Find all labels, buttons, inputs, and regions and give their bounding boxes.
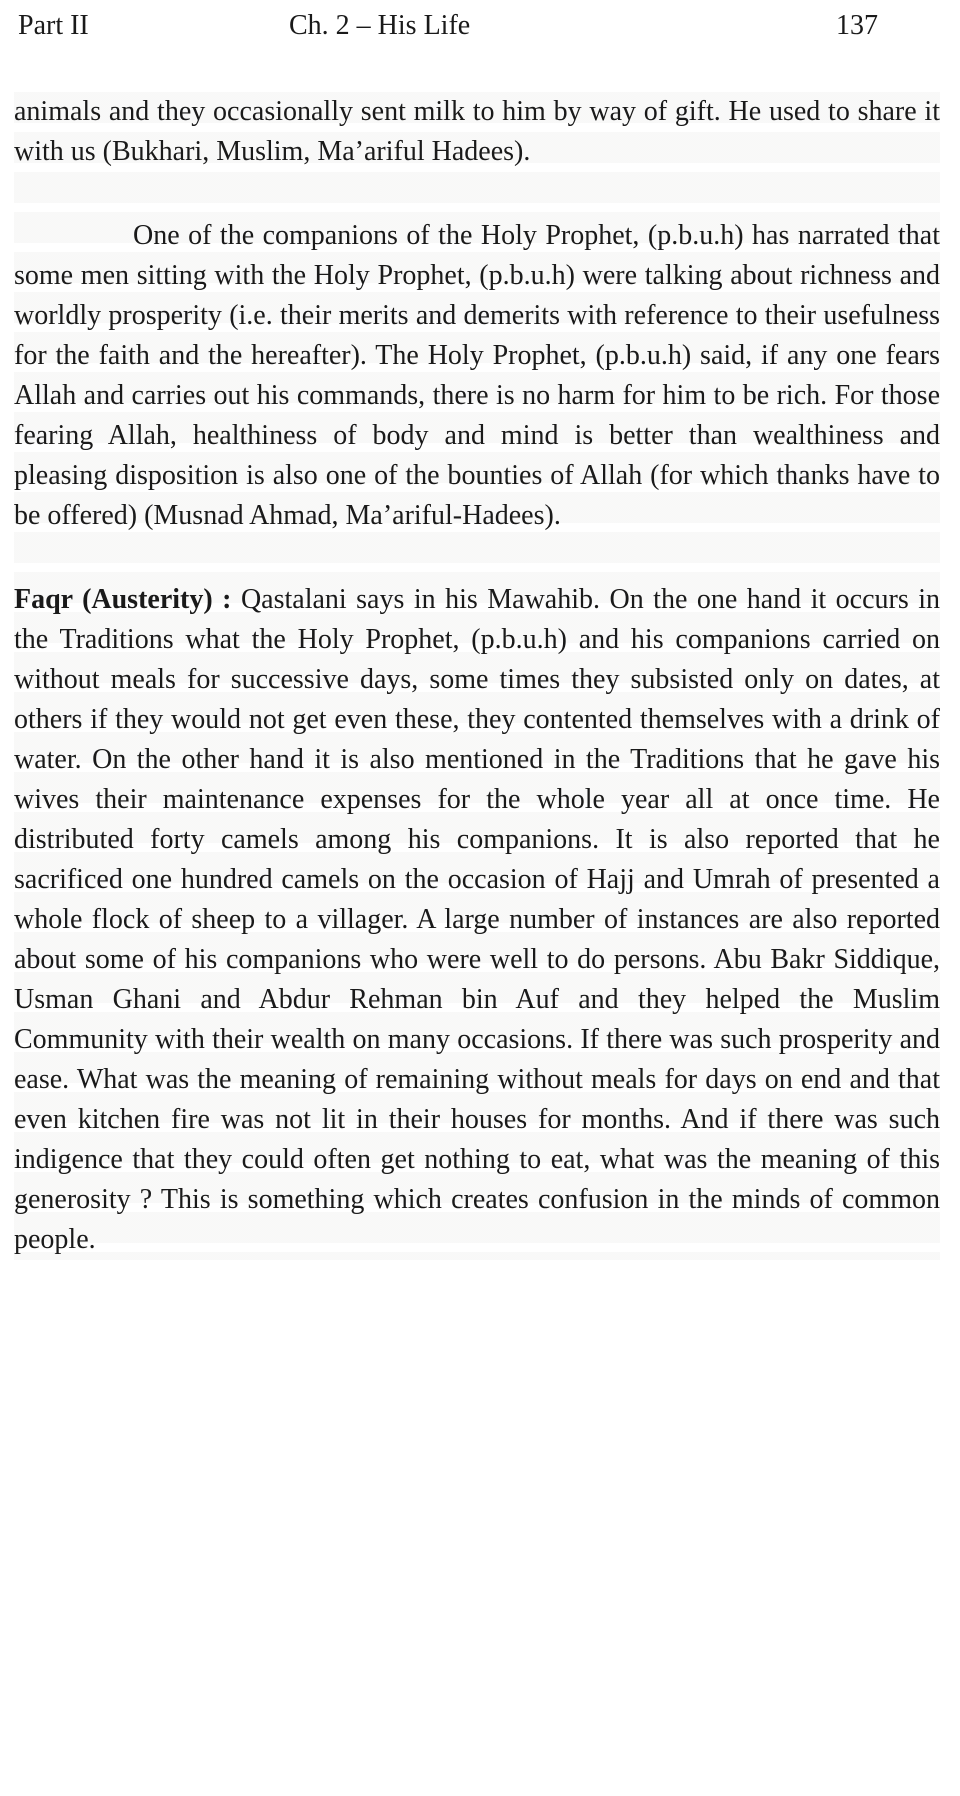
header-part-label: Part II <box>18 10 89 41</box>
paragraph-faqr-austerity <box>14 580 940 1260</box>
paragraph-companions-richness: One of the companions of the Holy Prophet, (p.b.u.h) has narrated that some men sitting with the Holy Prophet, (p.b.u.h) were talking about richness and worldly prosperity (i.e. their merits and demerits with reference to their usefulness for the faith and the hereafter). The Holy Prophet, (p.b.u.h) said, if any one fears Allah and carries out his commands, there is no harm for him to be rich. For those fearing Allah, healthiness of body and mind is better than wealthiness and pleasing disposition is also one of the bounties of Allah (for which thanks have to be offered) (Musnad Ahmad, Ma’ariful-Hadees). <box>14 220 940 531</box>
faqr-austerity-bold-lead: Faqr (Austerity) : <box>14 584 232 615</box>
header-chapter-title: Ch. 2 – His Life <box>289 10 471 41</box>
faqr-austerity-body: Qastalani says in his Mawahib. On the one hand it occurs in the Traditions what the Holy Prophet, (p.b.u.h) and his companions carried on without meals for successive days, some times they subsisted only on dates, at others if they would not get even these, they contented themselves with a drink of water. On the other hand it is also mentioned in the Traditions that he gave his wives their maintenance expenses for the whole year all at once time. He distributed forty camels among his companions. It is also reported that he sacrificed one hundred camels on the occasion of Hajj and Umrah of presented a whole flock of sheep to a villager. A large number of instances are also reported about some of his companions who were well to do persons. Abu Bakr Siddique, Usman Ghani and Abdur Rehman bin Auf and they helped the Muslim Community with their wealth on many occasions. If there was such prosperity and ease. What was the meaning of remaining without meals for days on end and that even kitchen fire was not lit in their houses for months. And if there was such indigence that they could often get nothing to eat, what was the meaning of this generosity ? This is something which creates confusion in the minds of common people. <box>14 584 940 1255</box>
page-body <box>14 92 940 1260</box>
header-page-number: 137 <box>836 10 878 41</box>
paragraph-milk-gift: animals and they occasionally sent milk to him by way of gift. He used to share it with us (Bukhari, Muslim, Ma’ariful Hadees). <box>14 96 940 167</box>
page-header <box>0 10 960 46</box>
